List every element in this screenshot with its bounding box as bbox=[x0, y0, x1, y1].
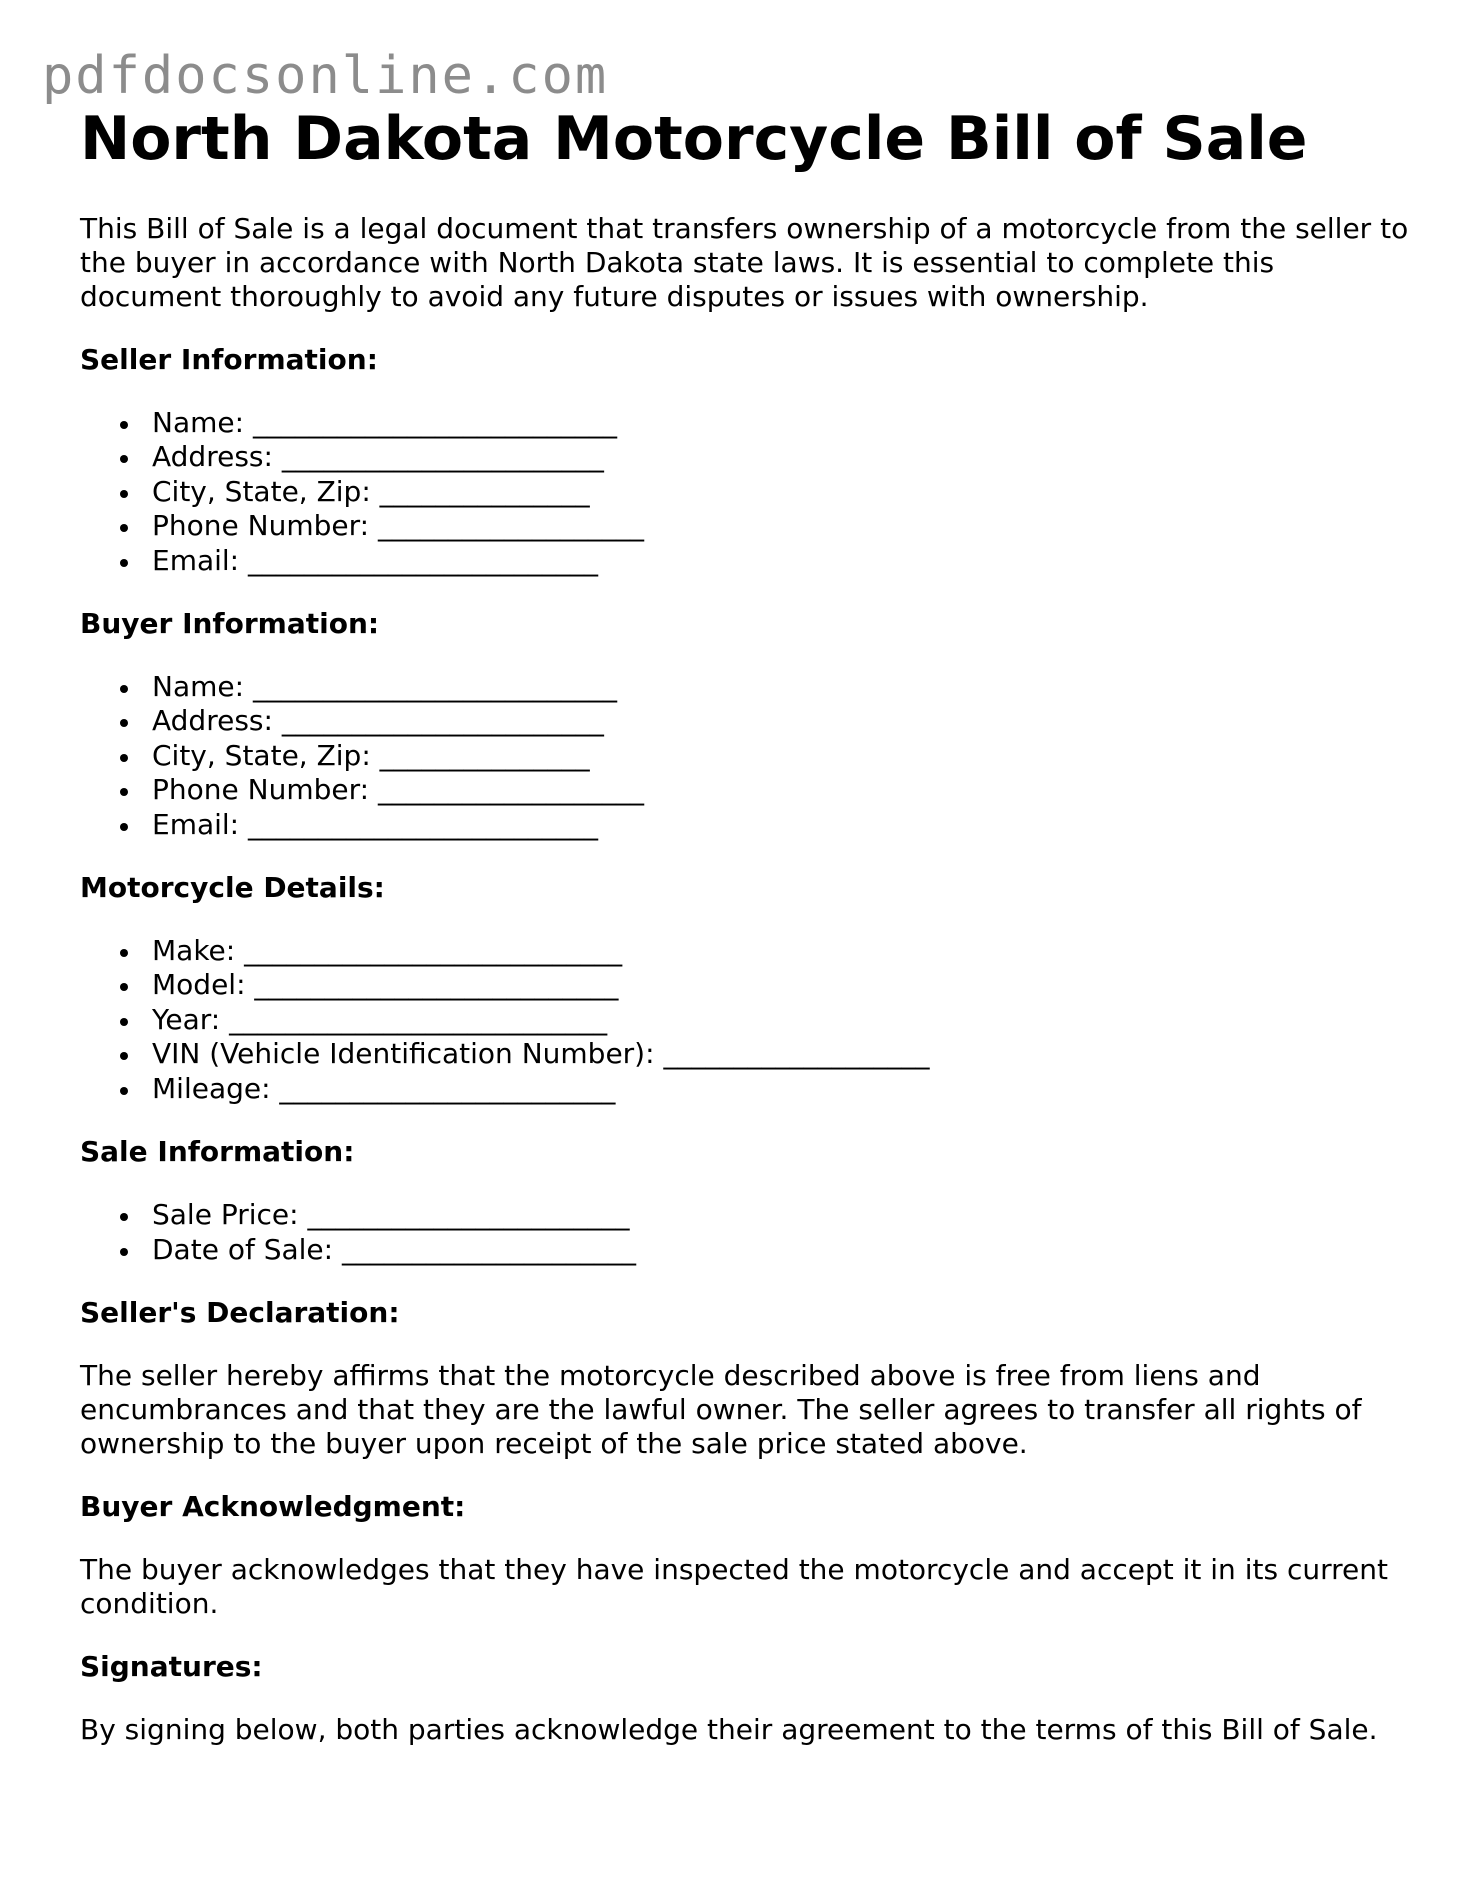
field-label: Email: _________________________ bbox=[152, 543, 599, 577]
field-label: Mileage: ________________________ bbox=[152, 1071, 616, 1105]
seller-name-field bbox=[80, 406, 1410, 440]
field-label: Year: ___________________________ bbox=[152, 1002, 608, 1036]
sale-info-heading: Sale Information: bbox=[80, 1135, 355, 1169]
seller-email-field bbox=[80, 544, 1410, 578]
bullet-icon bbox=[120, 1213, 128, 1221]
buyer-info-list bbox=[80, 670, 1410, 842]
buyer-email-field bbox=[80, 808, 1410, 842]
field-label: Email: _________________________ bbox=[152, 807, 599, 841]
buyer-address-field bbox=[80, 704, 1410, 738]
field-label: Model: __________________________ bbox=[152, 968, 619, 1002]
seller-declaration-text: The seller hereby affirms that the motorcycle described above is free from liens and encumbrances and that they are the lawful owner. The seller agrees to transfer all rights of ownership to the buyer upon receipt of the sale price stated above. bbox=[80, 1358, 1362, 1460]
field-label: Make: ___________________________ bbox=[152, 934, 623, 968]
field-label: City, State, Zip: _______________ bbox=[152, 474, 590, 508]
bullet-icon bbox=[120, 1018, 128, 1026]
seller-info-heading: Seller Information: bbox=[80, 343, 378, 376]
motorcycle-details-heading: Motorcycle Details: bbox=[80, 871, 385, 905]
buyer-name-field bbox=[80, 670, 1410, 704]
model-field bbox=[80, 968, 1410, 1002]
field-label: City, State, Zip: _______________ bbox=[152, 738, 590, 772]
buyer-info-heading: Buyer Information: bbox=[80, 607, 380, 641]
buyer-acknowledgment-text: The buyer acknowledges that they have inspected the motorcycle and accept it in its current condition. bbox=[80, 1552, 1388, 1620]
seller-city-state-zip-field bbox=[80, 475, 1410, 509]
watermark: pdfdocsonline.com bbox=[42, 46, 609, 106]
bullet-icon bbox=[120, 949, 128, 957]
sale-price-field bbox=[80, 1198, 1410, 1232]
bullet-icon bbox=[120, 1052, 128, 1060]
seller-declaration-heading: Seller's Declaration: bbox=[80, 1295, 400, 1329]
seller-info-list bbox=[80, 406, 1410, 578]
buyer-city-state-zip-field bbox=[80, 739, 1410, 773]
field-label: Name: __________________________ bbox=[152, 406, 617, 439]
signatures-heading: Signatures: bbox=[80, 1649, 263, 1683]
buyer-acknowledgment-heading: Buyer Acknowledgment: bbox=[80, 1489, 466, 1523]
bullet-icon bbox=[120, 1087, 128, 1095]
motorcycle-details-list bbox=[80, 934, 1410, 1106]
vin-field bbox=[80, 1037, 1410, 1071]
mileage-field bbox=[80, 1072, 1410, 1106]
bullet-icon bbox=[120, 490, 128, 498]
make-field bbox=[80, 934, 1410, 968]
field-label: Date of Sale: _____________________ bbox=[152, 1232, 636, 1266]
bullet-icon bbox=[120, 823, 128, 831]
buyer-phone-field bbox=[80, 773, 1410, 807]
date-of-sale-field bbox=[80, 1233, 1410, 1267]
intro-paragraph: This Bill of Sale is a legal document that transfers ownership of a motorcycle from the seller to the buyer in accordance with North Dakota state laws. It is essential to complete this document thoroughly to avoid any future disputes or issues with ownership. bbox=[80, 212, 1409, 313]
bullet-icon bbox=[120, 524, 128, 532]
field-label: VIN (Vehicle Identification Number): ___________________ bbox=[152, 1037, 930, 1071]
document-title: North Dakota Motorcycle Bill of Sale bbox=[80, 104, 1308, 174]
bullet-icon bbox=[120, 983, 128, 991]
sale-info-list bbox=[80, 1198, 1410, 1267]
field-label: Address: _______________________ bbox=[152, 440, 604, 474]
bullet-icon bbox=[120, 685, 128, 693]
bullet-icon bbox=[120, 421, 128, 429]
field-label: Sale Price: _______________________ bbox=[152, 1198, 630, 1232]
field-label: Name: __________________________ bbox=[152, 670, 617, 704]
seller-address-field bbox=[80, 440, 1410, 474]
bullet-icon bbox=[120, 559, 128, 567]
year-field bbox=[80, 1003, 1410, 1037]
bullet-icon bbox=[120, 788, 128, 796]
field-label: Phone Number: ___________________ bbox=[152, 509, 644, 543]
field-label: Address: _______________________ bbox=[152, 704, 604, 738]
signatures-text: By signing below, both parties acknowledge their agreement to the terms of this Bill of Sale. bbox=[80, 1712, 1378, 1746]
bullet-icon bbox=[120, 719, 128, 727]
bullet-icon bbox=[120, 455, 128, 463]
field-label: Phone Number: ___________________ bbox=[152, 773, 644, 807]
seller-phone-field bbox=[80, 509, 1410, 543]
bullet-icon bbox=[120, 1248, 128, 1256]
bullet-icon bbox=[120, 754, 128, 762]
document-page bbox=[80, 100, 1410, 1747]
